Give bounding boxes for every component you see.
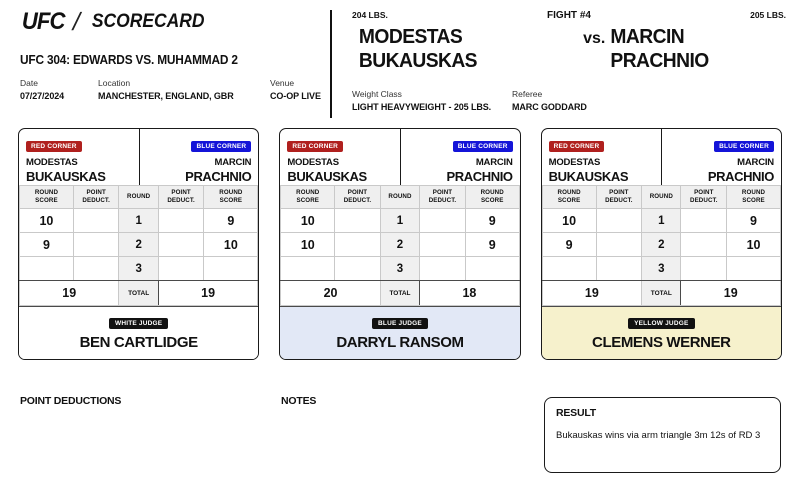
red-round-score: 10 [281, 209, 335, 233]
blue-round-score [727, 257, 781, 281]
red-corner-badge: RED CORNER [26, 141, 82, 153]
round-number: 3 [380, 257, 419, 281]
blue-total-score: 19 [158, 281, 258, 306]
red-corner-last-name: BUKAUSKAS [287, 169, 367, 184]
scorecard-0 [18, 128, 259, 360]
round-number: 1 [119, 209, 158, 233]
table-header-row [281, 186, 519, 209]
blue-point-deduct [681, 233, 727, 257]
blue-corner-last-name: PRACHNIO [446, 169, 513, 184]
table-header-row [20, 186, 258, 209]
blue-point-deduct [681, 209, 727, 233]
scorecard-0-judge-footer [19, 306, 258, 359]
blue-fighter-name: MARCIN PRACHNIO [610, 25, 710, 72]
scorecard-0-blue-corner [139, 129, 259, 185]
header-round: ROUND [642, 186, 681, 209]
blue-round-score: 10 [204, 233, 258, 257]
blue-corner-first-name: MARCIN [214, 157, 252, 168]
red-corner-badge: RED CORNER [549, 141, 605, 153]
red-point-deduct [335, 209, 381, 233]
weight-class-value: LIGHT HEAVYWEIGHT - 205 LBS. [352, 102, 492, 112]
scorecard-2 [541, 128, 782, 360]
weight-class-label: Weight Class [352, 89, 402, 99]
event-date-label: Date [20, 78, 38, 88]
header-round: ROUND [380, 186, 419, 209]
table-row [281, 209, 519, 233]
table-row [542, 233, 780, 257]
blue-corner-badge: BLUE CORNER [453, 141, 513, 153]
judge-type-badge: WHITE JUDGE [109, 318, 168, 330]
judge-name: DARRYL RANSOM [336, 334, 464, 351]
versus-label: vs. [583, 30, 606, 47]
blue-fighter-weight: 205 LBS. [750, 10, 786, 20]
header-red-point-deduct: POINT DEDUCT. [335, 186, 381, 209]
red-point-deduct [596, 209, 642, 233]
total-row [281, 281, 519, 306]
scorecard-2-corners [542, 129, 781, 185]
blue-round-score: 10 [727, 233, 781, 257]
event-location-value: MANCHESTER, ENGLAND, GBR [98, 91, 234, 101]
ufc-logo: UFC [21, 8, 65, 35]
header-red-round-score: ROUND SCORE [542, 186, 596, 209]
red-round-score [20, 257, 74, 281]
page-header [0, 0, 800, 118]
red-corner-last-name: BUKAUSKAS [548, 169, 629, 184]
red-corner-first-name: MODESTAS [287, 157, 339, 168]
judge-name: CLEMENS WERNER [592, 334, 731, 351]
event-date-field [20, 78, 98, 101]
scorecard-1-red-corner [280, 129, 400, 185]
event-venue-field [270, 78, 321, 101]
red-point-deduct [335, 233, 381, 257]
total-label: TOTAL [119, 281, 158, 306]
table-header-row [542, 186, 780, 209]
blue-corner-first-name: MARCIN [737, 157, 774, 168]
event-date-value: 07/27/2024 [20, 91, 65, 101]
total-label: TOTAL [642, 281, 681, 306]
table-row [20, 209, 258, 233]
scorecard-2-blue-corner [661, 129, 781, 185]
result-label: RESULT [556, 407, 597, 419]
red-round-score: 10 [20, 209, 74, 233]
scorecards-container [0, 128, 800, 360]
bout-meta-row [352, 89, 800, 112]
scorecard-1-corners [280, 129, 519, 185]
table-row [20, 257, 258, 281]
round-number: 1 [642, 209, 681, 233]
red-point-deduct [335, 257, 381, 281]
weight-class-field [352, 89, 512, 112]
red-point-deduct [73, 257, 119, 281]
bout-matchup-row [352, 25, 800, 73]
table-row [542, 209, 780, 233]
red-round-score [542, 257, 596, 281]
blue-round-score: 9 [465, 233, 519, 257]
header-red-round-score: ROUND SCORE [20, 186, 74, 209]
blue-point-deduct [158, 209, 204, 233]
red-fighter-weight: 204 LBS. [352, 10, 388, 20]
event-location-field [98, 78, 270, 101]
total-row [20, 281, 258, 306]
scorecard-1-judge-footer [280, 306, 519, 359]
red-point-deduct [73, 209, 119, 233]
red-point-deduct [596, 233, 642, 257]
blue-total-score: 19 [681, 281, 781, 306]
result-text: Bukauskas wins via arm triangle 3m 12s of RD 3 [556, 430, 761, 441]
red-point-deduct [73, 233, 119, 257]
scorecard-1-blue-corner [400, 129, 520, 185]
notes-label: NOTES [281, 395, 317, 407]
blue-point-deduct [158, 257, 204, 281]
bout-weights-row [352, 10, 800, 21]
blue-point-deduct [420, 209, 466, 233]
red-round-score: 9 [542, 233, 596, 257]
blue-corner-badge: BLUE CORNER [714, 141, 774, 153]
table-row [281, 233, 519, 257]
fight-number: FIGHT #4 [547, 10, 591, 21]
header-round: ROUND [119, 186, 158, 209]
red-fighter-name: MODESTAS BUKAUSKAS [358, 25, 477, 72]
header-blue-point-deduct: POINT DEDUCT. [681, 186, 727, 209]
header-red-round-score: ROUND SCORE [281, 186, 335, 209]
judge-type-badge: BLUE JUDGE [372, 318, 428, 330]
scorecard-2-judge-footer [542, 306, 781, 359]
red-corner-badge: RED CORNER [287, 141, 343, 153]
blue-point-deduct [420, 233, 466, 257]
event-venue-label: Venue [270, 78, 295, 88]
blue-corner-first-name: MARCIN [475, 157, 513, 168]
red-round-score [281, 257, 335, 281]
red-point-deduct [596, 257, 642, 281]
header-blue-round-score: ROUND SCORE [727, 186, 781, 209]
red-corner-first-name: MODESTAS [26, 157, 78, 168]
header-blue-round-score: ROUND SCORE [465, 186, 519, 209]
referee-field [512, 89, 587, 112]
header-red-point-deduct: POINT DEDUCT. [73, 186, 119, 209]
round-number: 3 [119, 257, 158, 281]
bout-info-panel [330, 10, 800, 118]
blue-round-score: 9 [204, 209, 258, 233]
point-deductions-label: POINT DEDUCTIONS [20, 395, 122, 407]
scorecard-0-corners [19, 129, 258, 185]
scorecard-0-red-corner [19, 129, 139, 185]
judge-type-badge: YELLOW JUDGE [628, 318, 694, 330]
blue-round-score: 9 [465, 209, 519, 233]
blue-round-score: 9 [727, 209, 781, 233]
blue-round-score [204, 257, 258, 281]
red-round-score: 10 [281, 233, 335, 257]
round-number: 2 [642, 233, 681, 257]
header-blue-point-deduct: POINT DEDUCT. [158, 186, 204, 209]
header-blue-round-score: ROUND SCORE [204, 186, 258, 209]
event-info-panel [0, 8, 330, 118]
referee-value: MARC GODDARD [512, 102, 587, 112]
blue-round-score [465, 257, 519, 281]
header-blue-point-deduct: POINT DEDUCT. [420, 186, 466, 209]
event-meta-row [20, 78, 330, 101]
table-row [281, 257, 519, 281]
table-row [542, 257, 780, 281]
red-corner-last-name: BUKAUSKAS [26, 169, 106, 184]
scorecard-wordmark: SCORECARD [92, 11, 205, 32]
round-number: 2 [119, 233, 158, 257]
round-number: 3 [642, 257, 681, 281]
total-row [542, 281, 780, 306]
red-round-score: 10 [542, 209, 596, 233]
judge-name: BEN CARTLIDGE [79, 334, 198, 351]
red-total-score: 19 [542, 281, 641, 306]
blue-corner-last-name: PRACHNIO [707, 169, 774, 184]
logo-divider-slash: / [70, 7, 84, 36]
scorecard-1-table [280, 185, 519, 306]
blue-corner-last-name: PRACHNIO [185, 169, 252, 184]
scorecard-2-table [542, 185, 781, 306]
red-total-score: 19 [20, 281, 119, 306]
event-location-label: Location [98, 78, 131, 88]
event-title: UFC 304: EDWARDS VS. MUHAMMAD 2 [20, 53, 238, 67]
brand-lockup [20, 8, 330, 36]
result-box [544, 397, 781, 473]
table-row [20, 233, 258, 257]
blue-corner-badge: BLUE CORNER [191, 141, 251, 153]
event-venue-value: CO-OP LIVE [270, 91, 321, 101]
header-red-point-deduct: POINT DEDUCT. [596, 186, 642, 209]
blue-point-deduct [681, 257, 727, 281]
scorecard-1 [279, 128, 520, 360]
red-round-score: 9 [20, 233, 74, 257]
total-label: TOTAL [380, 281, 419, 306]
scorecard-0-table [19, 185, 258, 306]
round-number: 1 [380, 209, 419, 233]
referee-label: Referee [512, 89, 543, 99]
blue-total-score: 18 [420, 281, 520, 306]
scorecard-2-red-corner [542, 129, 662, 185]
round-number: 2 [380, 233, 419, 257]
blue-point-deduct [420, 257, 466, 281]
red-corner-first-name: MODESTAS [548, 157, 601, 168]
red-total-score: 20 [281, 281, 380, 306]
blue-point-deduct [158, 233, 204, 257]
